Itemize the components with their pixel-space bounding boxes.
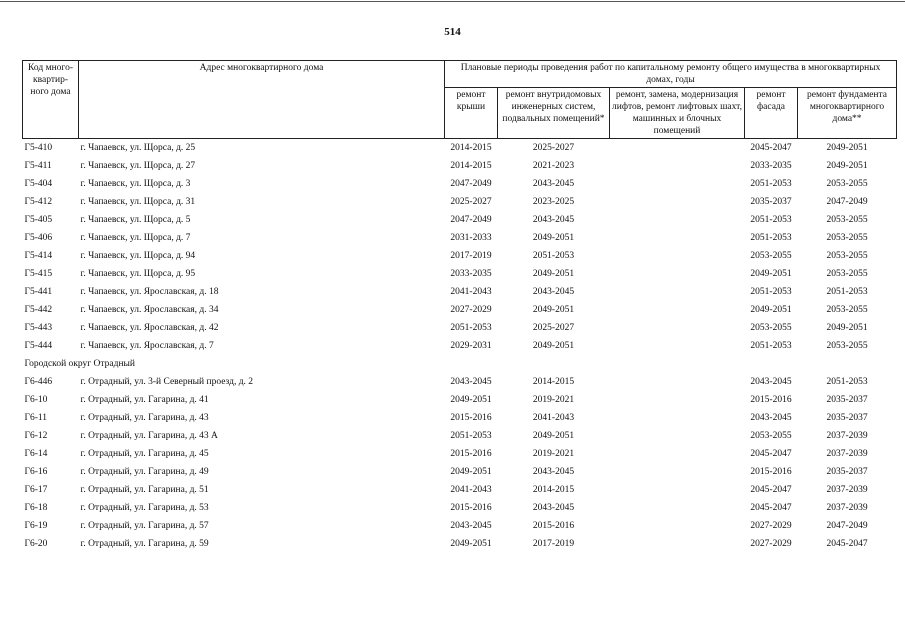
top-rule bbox=[0, 1, 905, 2]
roof-cell: 2017-2019 bbox=[450, 251, 492, 261]
header-facade: ремонт фасада bbox=[745, 88, 798, 139]
foundation-cell: 2053-2055 bbox=[826, 179, 868, 189]
foundation-cell: 2035-2037 bbox=[826, 395, 868, 405]
code-cell: Г5-411 bbox=[24, 161, 52, 171]
address-cell: г. Чапаевск, ул. Ярославская, д. 42 bbox=[80, 323, 219, 333]
systems-cell: 2014-2015 bbox=[532, 485, 575, 495]
roof-cell: 2049-2051 bbox=[450, 467, 492, 477]
code-cell: Г6-11 bbox=[24, 413, 48, 423]
code-cell: Г6-20 bbox=[24, 539, 48, 549]
systems-cell: 2017-2019 bbox=[532, 539, 575, 549]
facade-cell: 2035-2037 bbox=[750, 197, 792, 207]
address-cell: г. Чапаевск, ул. Щорса, д. 3 bbox=[80, 179, 191, 189]
elevators-cell bbox=[610, 337, 745, 355]
roof-cell: 2015-2016 bbox=[450, 503, 492, 513]
systems-cell: 2021-2023 bbox=[532, 161, 575, 171]
roof-cell: 2051-2053 bbox=[450, 323, 492, 333]
table-row bbox=[23, 445, 897, 463]
elevators-cell bbox=[610, 139, 745, 158]
systems-cell: 2019-2021 bbox=[532, 449, 575, 459]
table-row bbox=[23, 517, 897, 535]
table-row bbox=[23, 157, 897, 175]
foundation-cell: 2035-2037 bbox=[826, 413, 868, 423]
table-row bbox=[23, 427, 897, 445]
systems-cell: 2025-2027 bbox=[532, 143, 575, 153]
code-cell: Г6-10 bbox=[24, 395, 48, 405]
roof-cell: 2033-2035 bbox=[450, 269, 492, 279]
capital-repair-table bbox=[22, 60, 897, 553]
facade-cell: 2051-2053 bbox=[750, 233, 792, 243]
table-body bbox=[23, 139, 897, 554]
code-cell: Г5-410 bbox=[24, 143, 53, 153]
foundation-cell: 2051-2053 bbox=[826, 287, 868, 297]
code-cell: Г6-18 bbox=[24, 503, 48, 513]
facade-cell: 2027-2029 bbox=[750, 539, 792, 549]
systems-cell: 2025-2027 bbox=[532, 323, 575, 333]
systems-cell: 2049-2051 bbox=[532, 341, 575, 351]
facade-cell: 2051-2053 bbox=[750, 287, 792, 297]
foundation-cell: 2047-2049 bbox=[826, 521, 868, 531]
table-row bbox=[23, 247, 897, 265]
elevators-cell bbox=[610, 463, 745, 481]
roof-cell: 2047-2049 bbox=[450, 179, 492, 189]
elevators-cell bbox=[610, 157, 745, 175]
elevators-cell bbox=[610, 373, 745, 391]
code-cell: Г6-19 bbox=[24, 521, 48, 531]
facade-cell: 2049-2051 bbox=[750, 269, 792, 279]
elevators-cell bbox=[610, 535, 745, 553]
facade-cell: 2053-2055 bbox=[750, 431, 792, 441]
code-cell: Г5-444 bbox=[24, 341, 53, 351]
header-elevators: ремонт, замена, модернизация лифтов, ремонт лифтовых шахт, машинных и блочных помещений bbox=[610, 88, 745, 139]
foundation-cell: 2053-2055 bbox=[826, 269, 868, 279]
roof-cell: 2031-2033 bbox=[450, 233, 492, 243]
table-row bbox=[23, 535, 897, 553]
elevators-cell bbox=[610, 319, 745, 337]
address-cell: г. Чапаевск, ул. Щорса, д. 94 bbox=[80, 251, 196, 261]
table-row bbox=[23, 175, 897, 193]
facade-cell: 2043-2045 bbox=[750, 413, 792, 423]
address-cell: г. Отрадный, ул. Гагарина, д. 49 bbox=[80, 467, 209, 477]
foundation-cell: 2047-2049 bbox=[826, 197, 868, 207]
foundation-cell: 2037-2039 bbox=[826, 449, 868, 459]
systems-cell: 2049-2051 bbox=[532, 269, 575, 279]
code-cell: Г5-442 bbox=[24, 305, 53, 315]
section-row bbox=[23, 355, 897, 373]
foundation-cell: 2051-2053 bbox=[826, 377, 868, 387]
facade-cell: 2053-2055 bbox=[750, 251, 792, 261]
systems-cell: 2015-2016 bbox=[532, 521, 575, 531]
address-cell: г. Чапаевск, ул. Ярославская, д. 7 bbox=[80, 341, 214, 351]
elevators-cell bbox=[610, 391, 745, 409]
roof-cell: 2025-2027 bbox=[450, 197, 492, 207]
roof-cell: 2041-2043 bbox=[450, 485, 492, 495]
elevators-cell bbox=[610, 211, 745, 229]
address-cell: г. Чапаевск, ул. Щорса, д. 25 bbox=[80, 143, 196, 153]
code-cell: Г5-443 bbox=[24, 323, 53, 333]
table-row bbox=[23, 481, 897, 499]
roof-cell: 2015-2016 bbox=[450, 449, 492, 459]
roof-cell: 2027-2029 bbox=[450, 305, 492, 315]
table-row bbox=[23, 283, 897, 301]
table-row bbox=[23, 337, 897, 355]
elevators-cell bbox=[610, 193, 745, 211]
code-cell: Г6-17 bbox=[24, 485, 48, 495]
facade-cell: 2015-2016 bbox=[750, 395, 792, 405]
table-row bbox=[23, 139, 897, 158]
facade-cell: 2045-2047 bbox=[750, 503, 792, 513]
foundation-cell: 2049-2051 bbox=[826, 143, 868, 153]
systems-cell: 2041-2043 bbox=[532, 413, 575, 423]
address-cell: г. Чапаевск, ул. Щорса, д. 95 bbox=[80, 269, 196, 279]
code-cell: Г5-412 bbox=[24, 197, 53, 207]
code-cell: Г5-406 bbox=[24, 233, 53, 243]
table-row bbox=[23, 373, 897, 391]
systems-cell: 2019-2021 bbox=[532, 395, 575, 405]
elevators-cell bbox=[610, 409, 745, 427]
code-cell: Г6-16 bbox=[24, 467, 48, 477]
elevators-cell bbox=[610, 499, 745, 517]
address-cell: г. Чапаевск, ул. Щорса, д. 31 bbox=[80, 197, 196, 207]
foundation-cell: 2037-2039 bbox=[826, 431, 868, 441]
systems-cell: 2043-2045 bbox=[532, 179, 575, 189]
address-cell: г. Чапаевск, ул. Щорса, д. 7 bbox=[80, 233, 191, 243]
elevators-cell bbox=[610, 481, 745, 499]
table-row bbox=[23, 409, 897, 427]
systems-cell: 2043-2045 bbox=[532, 215, 575, 225]
address-cell: г. Чапаевск, ул. Щорса, д. 27 bbox=[80, 161, 196, 171]
foundation-cell: 2049-2051 bbox=[826, 161, 868, 171]
facade-cell: 2051-2053 bbox=[750, 341, 792, 351]
foundation-cell: 2037-2039 bbox=[826, 503, 868, 513]
facade-cell: 2043-2045 bbox=[750, 377, 792, 387]
table-row bbox=[23, 463, 897, 481]
header-code: Код много-квартир-ного дома bbox=[23, 61, 79, 139]
facade-cell: 2027-2029 bbox=[750, 521, 792, 531]
page-number: 514 bbox=[444, 26, 461, 38]
address-cell: г. Отрадный, ул. Гагарина, д. 59 bbox=[80, 539, 209, 549]
code-cell: Г5-404 bbox=[24, 179, 53, 189]
roof-cell: 2015-2016 bbox=[450, 413, 492, 423]
systems-cell: 2051-2053 bbox=[532, 251, 575, 261]
address-cell: г. Отрадный, ул. Гагарина, д. 51 bbox=[80, 485, 209, 495]
roof-cell: 2049-2051 bbox=[450, 539, 492, 549]
systems-cell: 2043-2045 bbox=[532, 467, 575, 477]
table-row bbox=[23, 211, 897, 229]
systems-cell: 2023-2025 bbox=[532, 197, 575, 207]
header-roof: ремонт крыши bbox=[445, 88, 498, 139]
foundation-cell: 2053-2055 bbox=[826, 305, 868, 315]
table-row bbox=[23, 499, 897, 517]
systems-cell: 2043-2045 bbox=[532, 287, 575, 297]
facade-cell: 2051-2053 bbox=[750, 215, 792, 225]
elevators-cell bbox=[610, 445, 745, 463]
systems-cell: 2014-2015 bbox=[532, 377, 575, 387]
address-cell: г. Отрадный, ул. Гагарина, д. 45 bbox=[80, 449, 209, 459]
section-title: Городской округ Отрадный bbox=[24, 359, 136, 369]
roof-cell: 2014-2015 bbox=[450, 143, 492, 153]
elevators-cell bbox=[610, 247, 745, 265]
foundation-cell: 2053-2055 bbox=[826, 233, 868, 243]
address-cell: г. Отрадный, ул. 3-й Северный проезд, д. 2 bbox=[80, 377, 254, 387]
header-foundation: ремонт фундамента многоквартирного дома** bbox=[798, 88, 897, 139]
foundation-cell: 2049-2051 bbox=[826, 323, 868, 333]
systems-cell: 2049-2051 bbox=[532, 233, 575, 243]
table-row bbox=[23, 319, 897, 337]
elevators-cell bbox=[610, 301, 745, 319]
roof-cell: 2049-2051 bbox=[450, 395, 492, 405]
address-cell: г. Чапаевск, ул. Ярославская, д. 18 bbox=[80, 287, 219, 297]
roof-cell: 2047-2049 bbox=[450, 215, 492, 225]
facade-cell: 2053-2055 bbox=[750, 323, 792, 333]
header-systems: ремонт внутридомовых инженерных систем, подвальных помещений* bbox=[498, 88, 610, 139]
address-cell: г. Отрадный, ул. Гагарина, д. 57 bbox=[80, 521, 209, 531]
foundation-cell: 2035-2037 bbox=[826, 467, 868, 477]
foundation-cell: 2053-2055 bbox=[826, 215, 868, 225]
facade-cell: 2045-2047 bbox=[750, 449, 792, 459]
address-cell: г. Отрадный, ул. Гагарина, д. 41 bbox=[80, 395, 209, 405]
roof-cell: 2029-2031 bbox=[450, 341, 492, 351]
table-row bbox=[23, 391, 897, 409]
facade-cell: 2049-2051 bbox=[750, 305, 792, 315]
code-cell: Г5-441 bbox=[24, 287, 53, 297]
facade-cell: 2051-2053 bbox=[750, 179, 792, 189]
roof-cell: 2041-2043 bbox=[450, 287, 492, 297]
foundation-cell: 2037-2039 bbox=[826, 485, 868, 495]
foundation-cell: 2053-2055 bbox=[826, 251, 868, 261]
systems-cell: 2043-2045 bbox=[532, 503, 575, 513]
roof-cell: 2043-2045 bbox=[450, 377, 492, 387]
table-row bbox=[23, 193, 897, 211]
foundation-cell: 2045-2047 bbox=[826, 539, 868, 549]
code-cell: Г5-405 bbox=[24, 215, 53, 225]
facade-cell: 2033-2035 bbox=[750, 161, 792, 171]
facade-cell: 2045-2047 bbox=[750, 485, 792, 495]
elevators-cell bbox=[610, 427, 745, 445]
code-cell: Г6-14 bbox=[24, 449, 48, 459]
address-cell: г. Чапаевск, ул. Ярославская, д. 34 bbox=[80, 305, 219, 315]
address-cell: г. Отрадный, ул. Гагарина, д. 43 bbox=[80, 413, 209, 423]
code-cell: Г5-414 bbox=[24, 251, 53, 261]
roof-cell: 2043-2045 bbox=[450, 521, 492, 531]
elevators-cell bbox=[610, 517, 745, 535]
elevators-cell bbox=[610, 283, 745, 301]
header-address: Адрес многоквартирного дома bbox=[79, 61, 445, 139]
roof-cell: 2051-2053 bbox=[450, 431, 492, 441]
elevators-cell bbox=[610, 229, 745, 247]
address-cell: г. Отрадный, ул. Гагарина, д. 43 А bbox=[80, 431, 218, 441]
foundation-cell: 2053-2055 bbox=[826, 341, 868, 351]
elevators-cell bbox=[610, 175, 745, 193]
address-cell: г. Чапаевск, ул. Щорса, д. 5 bbox=[80, 215, 191, 225]
code-cell: Г6-12 bbox=[24, 431, 48, 441]
roof-cell: 2014-2015 bbox=[450, 161, 492, 171]
table-row bbox=[23, 301, 897, 319]
table-row bbox=[23, 229, 897, 247]
table-row bbox=[23, 265, 897, 283]
header-periods: Плановые периоды проведения работ по капитальному ремонту общего имущества в многоквартирных домах, годы bbox=[445, 61, 897, 88]
systems-cell: 2049-2051 bbox=[532, 305, 575, 315]
systems-cell: 2049-2051 bbox=[532, 431, 575, 441]
elevators-cell bbox=[610, 265, 745, 283]
facade-cell: 2045-2047 bbox=[750, 143, 792, 153]
address-cell: г. Отрадный, ул. Гагарина, д. 53 bbox=[80, 503, 209, 513]
code-cell: Г5-415 bbox=[24, 269, 53, 279]
code-cell: Г6-446 bbox=[24, 377, 53, 387]
facade-cell: 2015-2016 bbox=[750, 467, 792, 477]
